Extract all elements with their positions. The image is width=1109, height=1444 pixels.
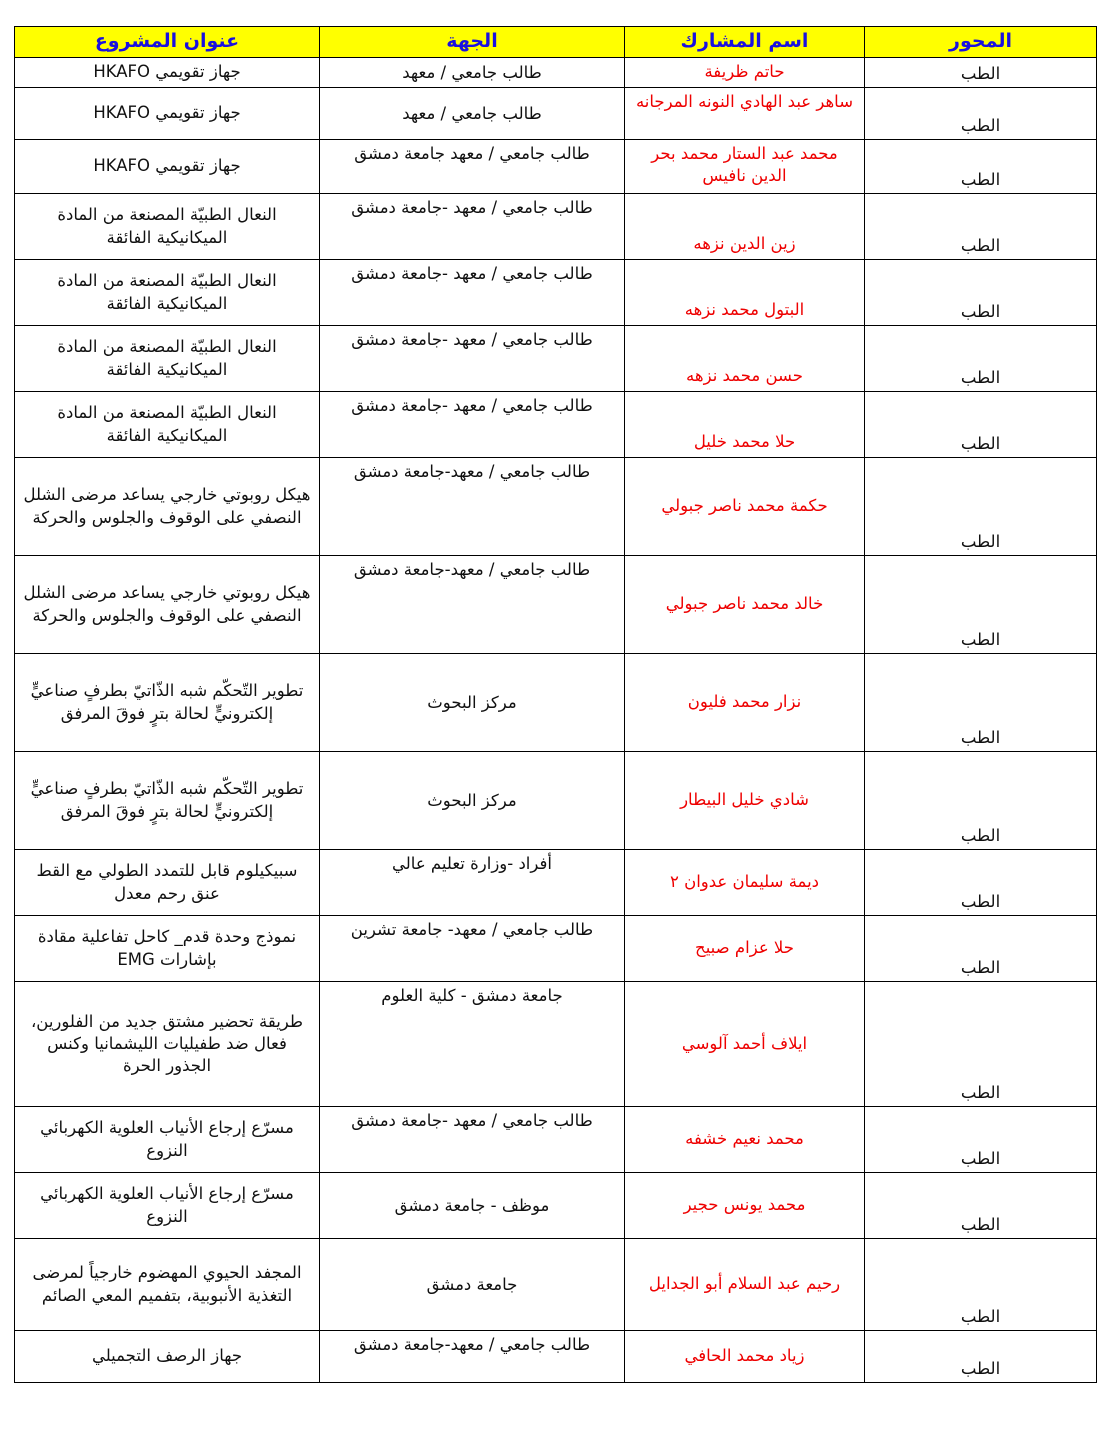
table-row bbox=[15, 260, 1097, 326]
axis-cell: الطب bbox=[865, 140, 1097, 194]
participant-name-cell: شادي خليل البيطار bbox=[625, 752, 865, 850]
entity-cell: طالب جامعي / معهد جامعة دمشق bbox=[320, 140, 625, 194]
project-title-cell: مسرّع إرجاع الأنياب العلوية الكهربائي النزوع bbox=[15, 1107, 320, 1173]
participant-name-cell: خالد محمد ناصر جبولي bbox=[625, 556, 865, 654]
table-row bbox=[15, 458, 1097, 556]
project-title-cell: جهاز تقويمي HKAFO bbox=[15, 140, 320, 194]
table-row bbox=[15, 1107, 1097, 1173]
axis-cell: الطب bbox=[865, 850, 1097, 916]
project-title-cell: جهاز تقويمي HKAFO bbox=[15, 88, 320, 140]
entity-cell: طالب جامعي / معهد-جامعة دمشق bbox=[320, 458, 625, 556]
table-row bbox=[15, 916, 1097, 982]
axis-cell: الطب bbox=[865, 458, 1097, 556]
participant-name-cell: نزار محمد فليون bbox=[625, 654, 865, 752]
entity-cell: طالب جامعي / معهد -جامعة دمشق bbox=[320, 260, 625, 326]
participant-name-cell: زياد محمد الحافي bbox=[625, 1331, 865, 1383]
table-row bbox=[15, 58, 1097, 88]
participant-name-cell: ديمة سليمان عدوان ٢ bbox=[625, 850, 865, 916]
axis-cell: الطب bbox=[865, 1107, 1097, 1173]
project-title-cell: تطوير التّحكّم شبه الذّاتيّ بطرفٍ صناعيٍّ إلكترونيٍّ لحالة بترٍ فوقَ المرفق bbox=[15, 654, 320, 752]
header-participant-name: اسم المشارك bbox=[625, 27, 865, 58]
participant-name-cell: حلا عزام صبيح bbox=[625, 916, 865, 982]
table-row bbox=[15, 1173, 1097, 1239]
participants-table bbox=[14, 26, 1097, 1383]
entity-cell: أفراد -وزارة تعليم عالي bbox=[320, 850, 625, 916]
project-title-cell: هيكل روبوتي خارجي يساعد مرضى الشلل النصفي على الوقوف والجلوس والحركة bbox=[15, 458, 320, 556]
axis-cell: الطب bbox=[865, 58, 1097, 88]
project-title-cell: المجفد الحيوي المهضوم خارجياً لمرضى التغذية الأنبوبية، بتفميم المعي الصائم bbox=[15, 1239, 320, 1331]
entity-cell: طالب جامعي / معهد -جامعة دمشق bbox=[320, 392, 625, 458]
entity-cell: موظف - جامعة دمشق bbox=[320, 1173, 625, 1239]
table-row bbox=[15, 850, 1097, 916]
axis-cell: الطب bbox=[865, 88, 1097, 140]
participant-name-cell: رحيم عبد السلام أبو الجدايل bbox=[625, 1239, 865, 1331]
table-row bbox=[15, 752, 1097, 850]
axis-cell: الطب bbox=[865, 1239, 1097, 1331]
header-entity: الجهة bbox=[320, 27, 625, 58]
entity-cell: طالب جامعي / معهد -جامعة دمشق bbox=[320, 194, 625, 260]
axis-cell: الطب bbox=[865, 1331, 1097, 1383]
table-row bbox=[15, 88, 1097, 140]
table-row bbox=[15, 982, 1097, 1107]
project-title-cell: طريقة تحضير مشتق جديد من الفلورين، فعال ضد طفيليات الليشمانيا وكنس الجذور الحرة bbox=[15, 982, 320, 1107]
entity-cell: جامعة دمشق - كلية العلوم bbox=[320, 982, 625, 1107]
entity-cell: طالب جامعي / معهد -جامعة دمشق bbox=[320, 326, 625, 392]
participant-name-cell: محمد يونس حجير bbox=[625, 1173, 865, 1239]
participant-name-cell: زين الدين نزهه bbox=[625, 194, 865, 260]
project-title-cell: النعال الطبيّة المصنعة من المادة الميكانيكية الفائقة bbox=[15, 194, 320, 260]
participant-name-cell: حاتم ظريفة bbox=[625, 58, 865, 88]
participant-name-cell: ايلاف أحمد آلوسي bbox=[625, 982, 865, 1107]
axis-cell: الطب bbox=[865, 916, 1097, 982]
table-row bbox=[15, 1239, 1097, 1331]
project-title-cell: النعال الطبيّة المصنعة من المادة الميكانيكية الفائقة bbox=[15, 326, 320, 392]
participant-name-cell: ساهر عبد الهادي النونه المرجانه bbox=[625, 88, 865, 140]
axis-cell: الطب bbox=[865, 556, 1097, 654]
entity-cell: طالب جامعي / معهد-جامعة دمشق bbox=[320, 1331, 625, 1383]
participant-name-cell: البتول محمد نزهه bbox=[625, 260, 865, 326]
axis-cell: الطب bbox=[865, 1173, 1097, 1239]
header-row bbox=[15, 27, 1097, 58]
project-title-cell: جهاز الرصف التجميلي bbox=[15, 1331, 320, 1383]
project-title-cell: سبيكيلوم قابل للتمدد الطولي مع القط عنق رحم معدل bbox=[15, 850, 320, 916]
project-title-cell: النعال الطبيّة المصنعة من المادة الميكانيكية الفائقة bbox=[15, 260, 320, 326]
participant-name-cell: حكمة محمد ناصر جبولي bbox=[625, 458, 865, 556]
entity-cell: طالب جامعي / معهد bbox=[320, 58, 625, 88]
entity-cell: مركز البحوث bbox=[320, 752, 625, 850]
axis-cell: الطب bbox=[865, 654, 1097, 752]
table-row bbox=[15, 140, 1097, 194]
axis-cell: الطب bbox=[865, 982, 1097, 1107]
project-title-cell: جهاز تقويمي HKAFO bbox=[15, 58, 320, 88]
project-title-cell: نموذج وحدة قدم_ كاحل تفاعلية مقادة بإشارات EMG bbox=[15, 916, 320, 982]
header-project-title: عنوان المشروع bbox=[15, 27, 320, 58]
participant-name-cell: محمد عبد الستار محمد بحر الدين نافيس bbox=[625, 140, 865, 194]
project-title-cell: هيكل روبوتي خارجي يساعد مرضى الشلل النصفي على الوقوف والجلوس والحركة bbox=[15, 556, 320, 654]
axis-cell: الطب bbox=[865, 194, 1097, 260]
entity-cell: طالب جامعي / معهد- جامعة تشرين bbox=[320, 916, 625, 982]
entity-cell: طالب جامعي / معهد -جامعة دمشق bbox=[320, 1107, 625, 1173]
table-row bbox=[15, 194, 1097, 260]
participant-name-cell: حلا محمد خليل bbox=[625, 392, 865, 458]
participant-name-cell: حسن محمد نزهه bbox=[625, 326, 865, 392]
axis-cell: الطب bbox=[865, 326, 1097, 392]
axis-cell: الطب bbox=[865, 392, 1097, 458]
table-row bbox=[15, 556, 1097, 654]
table-row bbox=[15, 654, 1097, 752]
entity-cell: مركز البحوث bbox=[320, 654, 625, 752]
project-title-cell: مسرّع إرجاع الأنياب العلوية الكهربائي النزوع bbox=[15, 1173, 320, 1239]
axis-cell: الطب bbox=[865, 260, 1097, 326]
table-row bbox=[15, 392, 1097, 458]
entity-cell: جامعة دمشق bbox=[320, 1239, 625, 1331]
entity-cell: طالب جامعي / معهد-جامعة دمشق bbox=[320, 556, 625, 654]
entity-cell: طالب جامعي / معهد bbox=[320, 88, 625, 140]
participant-name-cell: محمد نعيم خشفه bbox=[625, 1107, 865, 1173]
table-body bbox=[15, 58, 1097, 1383]
table-row bbox=[15, 1331, 1097, 1383]
header-axis: المحور bbox=[865, 27, 1097, 58]
project-title-cell: تطوير التّحكّم شبه الذّاتيّ بطرفٍ صناعيٍّ إلكترونيٍّ لحالة بترٍ فوقَ المرفق bbox=[15, 752, 320, 850]
project-title-cell: النعال الطبيّة المصنعة من المادة الميكانيكية الفائقة bbox=[15, 392, 320, 458]
axis-cell: الطب bbox=[865, 752, 1097, 850]
table-row bbox=[15, 326, 1097, 392]
